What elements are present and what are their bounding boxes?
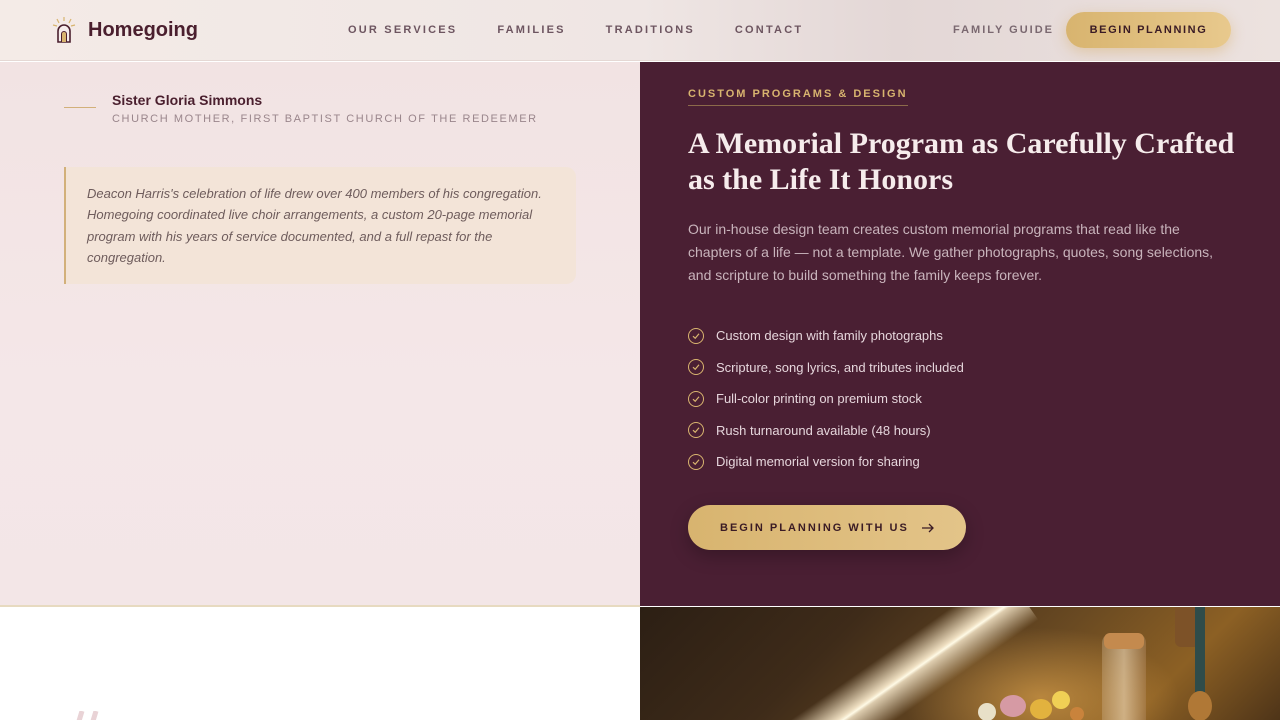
sunburst-arch-icon bbox=[52, 16, 76, 44]
flower-arrangement bbox=[970, 687, 1090, 720]
arrow-right-icon bbox=[921, 522, 935, 534]
feature-label: Scripture, song lyrics, and tributes included bbox=[716, 359, 964, 375]
feature-list bbox=[688, 320, 964, 478]
feature-item bbox=[688, 415, 964, 447]
memorial-table-photo bbox=[640, 607, 1280, 720]
testimonial-author: Sister Gloria Simmons bbox=[112, 92, 263, 108]
feature-label: Custom design with family photographs bbox=[716, 328, 943, 344]
flower bbox=[1052, 691, 1070, 709]
flower bbox=[1030, 699, 1052, 719]
memorial-program-panel bbox=[640, 62, 1280, 606]
brand-name: Homegoing bbox=[88, 18, 198, 41]
section-description: Our in-house design team creates custom memorial programs that read like the chapters of a life — not a template. We gather photographs, quotes, song selections, and scripture to build something the family keeps forever. bbox=[688, 221, 1214, 283]
feature-label: Rush turnaround available (48 hours) bbox=[716, 422, 931, 438]
testimonial-author-role: CHURCH MOTHER, FIRST BAPTIST CHURCH OF THE REDEEMER bbox=[112, 113, 538, 125]
check-circle-icon bbox=[688, 391, 704, 407]
flower bbox=[1070, 707, 1084, 720]
feature-item bbox=[688, 383, 964, 415]
feature-label: Digital memorial version for sharing bbox=[716, 454, 920, 470]
candle-holder bbox=[1188, 691, 1212, 720]
attribution-rule bbox=[64, 107, 96, 108]
main-nav bbox=[348, 24, 843, 36]
section-eyebrow: CUSTOM PROGRAMS & DESIGN bbox=[688, 88, 908, 106]
feature-label: Full-color printing on premium stock bbox=[716, 391, 922, 407]
check-circle-icon bbox=[688, 359, 704, 375]
testimonial-panel bbox=[0, 62, 640, 606]
next-section-intro bbox=[0, 607, 640, 720]
quote-mark-icon bbox=[68, 711, 112, 720]
nav-link-services[interactable]: OUR SERVICES bbox=[348, 24, 458, 36]
feature-item bbox=[688, 352, 964, 384]
top-nav bbox=[0, 0, 1280, 61]
nav-link-traditions[interactable]: TRADITIONS bbox=[605, 24, 695, 36]
family-guide-link[interactable]: FAMILY GUIDE bbox=[953, 24, 1055, 36]
candle bbox=[1195, 607, 1205, 697]
testimonial-quote: Deacon Harris's celebration of life drew over 400 members of his congregation. Homegoing coordinated live choir arrangements, a custom 20-page memorial program with his years of service documented, and a full repast for the congregation. bbox=[87, 186, 542, 265]
flower bbox=[1000, 695, 1026, 717]
cta-label: BEGIN PLANNING WITH US bbox=[720, 521, 909, 534]
nav-link-families[interactable]: FAMILIES bbox=[497, 24, 566, 36]
nav-link-contact[interactable]: CONTACT bbox=[734, 24, 804, 36]
section-title: A Memorial Program as Carefully Crafted as the Life It Honors bbox=[688, 127, 1235, 196]
flower bbox=[978, 703, 996, 720]
jar-lid bbox=[1104, 633, 1144, 649]
check-circle-icon bbox=[688, 454, 704, 470]
testimonial-quote-card bbox=[64, 167, 576, 284]
check-circle-icon bbox=[688, 328, 704, 344]
begin-planning-button[interactable]: BEGIN PLANNING bbox=[1066, 12, 1231, 48]
brand-logo-link[interactable] bbox=[52, 16, 198, 44]
feature-item bbox=[688, 446, 964, 478]
feature-item bbox=[688, 320, 964, 352]
check-circle-icon bbox=[688, 422, 704, 438]
begin-planning-with-us-button[interactable] bbox=[688, 505, 966, 550]
